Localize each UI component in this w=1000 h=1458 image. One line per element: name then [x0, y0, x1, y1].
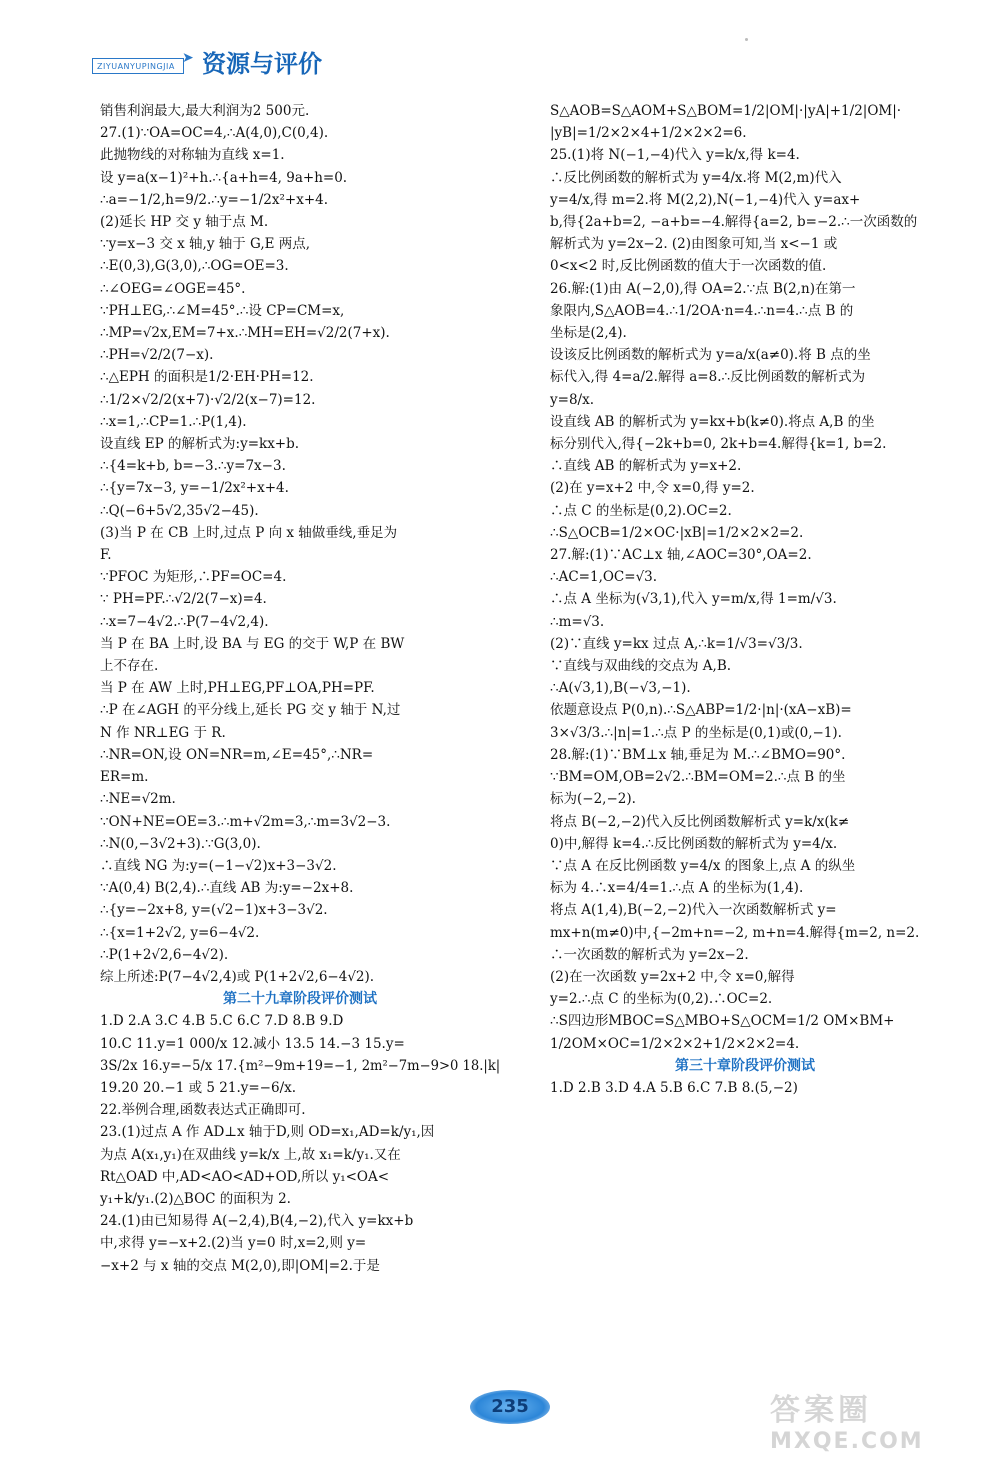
text-line: ∴{4=k+b, b=−3.∴y=7x−3. [100, 458, 286, 475]
right-column [550, 100, 940, 1099]
text-line: 解析式为 y=2x−2. (2)由图象可知,当 x<−1 或 [550, 236, 838, 253]
text-line: −x+2 与 x 轴的交点 M(2,0),即|OM|=2.于是 [100, 1257, 380, 1274]
text-line: 25.(1)将 N(−1,−4)代入 y=k/x,得 k=4. [550, 147, 800, 164]
left-column [100, 100, 500, 1277]
page-number: 235 [470, 1390, 550, 1424]
text-line: (2)在 y=x+2 中,令 x=0,得 y=2. [550, 480, 755, 497]
text-line: 为点 A(x₁,y₁)在双曲线 y=k/x 上,故 x₁=k/y₁.又在 [100, 1146, 401, 1163]
text-line: ∴x=7−4√2.∴P(7−4√2,4). [100, 613, 269, 630]
text-line: ∴{y=−2x+8, y=(√2−1)x+3−3√2. [100, 902, 328, 919]
text-line: 象限内,S△AOB=4.∴1/2OA·n=4.∴n=4.∴点 B 的 [550, 302, 854, 319]
text-line: ∴MP=√2x,EM=7+x.∴MH=EH=√2/2(7+x). [100, 325, 390, 342]
text-line: ∴a=−1/2,h=9/2.∴y=−1/2x²+x+4. [100, 191, 329, 208]
text-line: ∴直线 NG 为:y=(−1−√2)x+3−3√2. [100, 857, 337, 874]
text-line: ER=m. [100, 769, 149, 786]
text-line: 当 P 在 AW 上时,PH⊥EG,PF⊥OA,PH=PF. [100, 680, 375, 697]
text-line: 标为(−2,−2). [550, 791, 636, 808]
text-line: 0)中,解得 k=4.∴反比例函数的解析式为 y=4/x. [550, 835, 838, 852]
text-line: 设 y=a(x−1)²+h.∴{a+h=4, 9a+h=0. [100, 169, 348, 186]
text-line: 19.20 20.−1 或 5 21.y=−6/x. [100, 1079, 297, 1096]
text-line: 27.(1)∵OA=OC=4,∴A(4,0),C(0,4). [100, 125, 329, 142]
text-line: 将点 A(1,4),B(−2,−2)代入一次函数解析式 y= [550, 902, 837, 919]
text-line: y=8/x. [550, 391, 594, 408]
text-line: ∴AC=1,OC=√3. [550, 569, 658, 586]
text-line: 标为 4.∴x=4/4=1.∴点 A 的坐标为(1,4). [550, 880, 804, 897]
text-line: 1.D 2.B 3.D 4.A 5.B 6.C 7.B 8.(5,−2) [550, 1079, 798, 1096]
text-line: ∴点 A 坐标为(√3,1),代入 y=m/x,得 1=m/√3. [550, 591, 837, 608]
text-line: y=4/x,得 m=2.将 M(2,2),N(−1,−4)代入 y=ax+ [550, 191, 861, 208]
text-line: 1/2OM×OC=1/2×2×2+1/2×2×2=4. [550, 1035, 800, 1052]
text-line: y₁+k/y₁.(2)△BOC 的面积为 2. [100, 1190, 291, 1207]
page-header [92, 44, 352, 80]
text-line: ∴点 C 的坐标是(0,2).OC=2. [550, 502, 732, 519]
text-line: 上不存在. [100, 658, 159, 675]
text-line: |yB|=1/2×2×4+1/2×2×2=6. [550, 125, 747, 142]
watermark [770, 1385, 990, 1454]
text-line: ∴NE=√2m. [100, 791, 176, 808]
text-line: S△AOB=S△AOM+S△BOM=1/2|OM|·|yA|+1/2|OM|· [550, 103, 902, 119]
text-line: N 作 NR⊥EG 于 R. [100, 724, 226, 741]
text-line: ∴N(0,−3√2+3).∵G(3,0). [100, 835, 261, 852]
text-line: 10.C 11.y=1 000/x 12.减小 13.5 14.−3 15.y= [100, 1035, 405, 1052]
text-line: 0<x<2 时,反比例函数的值大于一次函数的值. [550, 258, 827, 275]
text-line: 28.解:(1)∵BM⊥x 轴,垂足为 M.∴∠BMO=90°. [550, 746, 846, 763]
text-line: 中,求得 y=−x+2.(2)当 y=0 时,x=2,则 y= [100, 1235, 367, 1252]
text-line: 27.解:(1)∵AC⊥x 轴,∠AOC=30°,OA=2. [550, 547, 812, 564]
text-line: (3)当 P 在 CB 上时,过点 P 向 x 轴做垂线,垂足为 [100, 524, 398, 541]
text-line: ∴△EPH 的面积是1/2·EH·PH=12. [100, 369, 314, 386]
text-line: ∴{x=1+2√2, y=6−4√2. [100, 924, 260, 941]
text-line: 26.解:(1)由 A(−2,0),得 OA=2.∵点 B(2,n)在第一 [550, 280, 856, 297]
text-line: 22.举例合理,函数表达式正确即可. [100, 1102, 306, 1119]
text-line: ∴m=√3. [550, 613, 605, 630]
text-line: 当 P 在 BA 上时,设 BA 与 EG 的交于 W,P 在 BW [100, 635, 405, 652]
text-line: b,得{2a+b=2, −a+b=−4.解得{a=2, b=−2.∴一次函数的 [550, 214, 918, 231]
text-line: ∴1/2×√2/2(x+7)·√2/2(x−7)=12. [100, 391, 316, 408]
text-line: ∴P 在∠AGH 的平分线上,延长 PG 交 y 轴于 N,过 [100, 702, 401, 719]
text-line: ∴一次函数的解析式为 y=2x−2. [550, 946, 749, 963]
text-line: ∴∠OEG=∠OGE=45°. [100, 280, 246, 297]
text-line: 3×√3/3.∴|n|=1.∴点 P 的坐标是(0,1)或(0,−1). [550, 724, 842, 741]
watermark-url: MXQE.COM [770, 1429, 924, 1454]
section-heading: 第三十章阶段评价测试 [675, 1057, 815, 1074]
header-pinyin: ZIYUANYUPINGJIA [92, 58, 184, 74]
text-line: 24.(1)由已知易得 A(−2,4),B(4,−2),代入 y=kx+b [100, 1213, 414, 1230]
text-line: F. [100, 547, 112, 564]
text-line: ∴直线 AB 的解析式为 y=x+2. [550, 458, 742, 475]
text-line: 综上所述:P(7−4√2,4)或 P(1+2√2,6−4√2). [100, 968, 375, 985]
text-line: ∴A(√3,1),B(−√3,−1). [550, 680, 691, 697]
text-line: ∴S△OCB=1/2×OC·|xB|=1/2×2×2=2. [550, 524, 804, 541]
text-line: ∴NR=ON,设 ON=NR=m,∠E=45°,∴NR= [100, 746, 374, 763]
text-line: 此抛物线的对称轴为直线 x=1. [100, 147, 285, 164]
text-line: 设该反比例函数的解析式为 y=a/x(a≠0).将 B 点的坐 [550, 347, 871, 364]
text-line: 将点 B(−2,−2)代入反比例函数解析式 y=k/x(k≠ [550, 813, 850, 830]
text-line: 设直线 EP 的解析式为:y=kx+b. [100, 436, 300, 453]
text-line: 23.(1)过点 A 作 AD⊥x 轴于D,则 OD=x₁,AD=k/y₁,因 [100, 1124, 435, 1141]
text-line: 依题意设点 P(0,n).∴S△ABP=1/2·|n|·(xA−xB)= [550, 702, 852, 719]
text-line: (2)在一次函数 y=2x+2 中,令 x=0,解得 [550, 968, 795, 985]
text-line: ∵ PH=PF.∴√2/2(7−x)=4. [100, 591, 267, 608]
text-line: 标代入,得 4=a/2.解得 a=8.∴反比例函数的解析式为 [550, 369, 866, 386]
text-line: 1.D 2.A 3.C 4.B 5.C 6.C 7.D 8.B 9.D [100, 1013, 344, 1030]
text-line: 3S/2x 16.y=−5/x 17.{m²−9m+19=−1, 2m²−7m−9>0 18.|k| [100, 1057, 501, 1074]
text-line: (2)延长 HP 交 y 轴于点 M. [100, 214, 269, 231]
text-line: ∴{y=7x−3, y=−1/2x²+x+4. [100, 480, 289, 497]
text-line: (2)∵直线 y=kx 过点 A,∴k=1/√3=√3/3. [550, 635, 803, 652]
text-line: Rt△OAD 中,AD<AO<AD+OD,所以 y₁<OA< [100, 1168, 390, 1185]
text-line: ∵PFOC 为矩形,∴PF=OC=4. [100, 569, 287, 586]
text-line: mx+n(m≠0)中,{−2m+n=−2, m+n=4.解得{m=2, n=2. [550, 924, 920, 941]
section-heading: 第二十九章阶段评价测试 [223, 991, 377, 1008]
text-line: 设直线 AB 的解析式为 y=kx+b(k≠0).将点 A,B 的坐 [550, 413, 875, 430]
text-line: ∴P(1+2√2,6−4√2). [100, 946, 229, 963]
text-line: ∴x=1,∴CP=1.∴P(1,4). [100, 413, 247, 430]
text-line: ∵直线与双曲线的交点为 A,B. [550, 658, 732, 675]
text-line: 销售利润最大,最大利润为2 500元. [100, 103, 310, 119]
text-line: ∴Q(−6+5√2,35√2−45). [100, 502, 259, 519]
text-line: ∴S四边形MBOC=S△MBO+S△OCM=1/2 OM×BM+ [550, 1013, 895, 1030]
text-line: y=2.∴点 C 的坐标为(0,2).∴OC=2. [550, 991, 773, 1008]
text-line: ∵ON+NE=OE=3.∴m+√2m=3,∴m=3√2−3. [100, 813, 391, 830]
text-line: ∴E(0,3),G(3,0),∴OG=OE=3. [100, 258, 289, 275]
header-title: 资源与评价 [202, 50, 322, 78]
text-line: ∵y=x−3 交 x 轴,y 轴于 G,E 两点, [100, 236, 311, 253]
text-line: 标分别代入,得{−2k+b=0, 2k+b=4.解得{k=1, b=2. [550, 436, 887, 453]
watermark-cn: 答案圈 [770, 1393, 872, 1428]
text-line: ∵BM=OM,OB=2√2.∴BM=OM=2.∴点 B 的坐 [550, 769, 846, 786]
text-line: ∴PH=√2/2(7−x). [100, 347, 214, 364]
arrow-icon: ➤ [182, 50, 194, 66]
text-line: ∵A(0,4) B(2,4).∴直线 AB 为:y=−2x+8. [100, 880, 354, 897]
text-line: 坐标是(2,4). [550, 325, 627, 342]
text-line: ∴反比例函数的解析式为 y=4/x.将 M(2,m)代入 [550, 169, 842, 186]
decorative-dot [745, 38, 748, 41]
text-line: ∵PH⊥EG,∴∠M=45°.∴设 CP=CM=x, [100, 302, 345, 319]
text-line: ∵点 A 在反比例函数 y=4/x 的图象上,点 A 的纵坐 [550, 857, 856, 874]
